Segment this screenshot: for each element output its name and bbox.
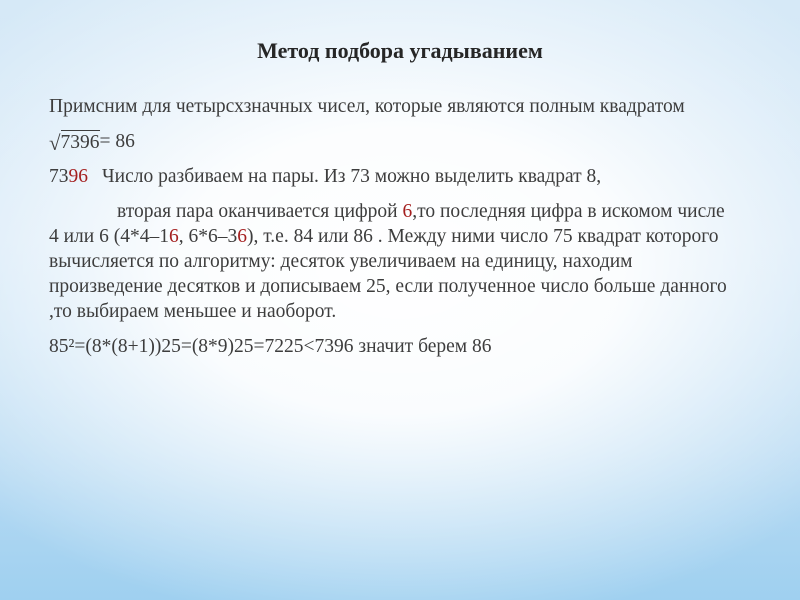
slide-body — [49, 94, 729, 369]
slide-title: Метод подбора угадыванием — [257, 38, 543, 63]
digit-highlight-2: 6 — [168, 226, 179, 247]
sqrt-radicand: 7396 — [60, 132, 100, 153]
digit-highlight-3: 6 — [237, 226, 247, 247]
sqrt-expression — [49, 129, 729, 154]
pairs-line-text: Число разбиваем на пары. Из 73 можно выделить квадрат 8, — [102, 166, 602, 187]
pairs-line — [49, 164, 729, 189]
explanation-part-4: ), т.е. 84 или 86 . Между ними число 75 квадрат которого вычисляется по алгоритму: десяток увеличиваем на единицу, находим произведение десятков и дописываем 25, если полученное число больше данного ,то выбираем меньшее и наоборот. — [49, 226, 727, 322]
explanation-part-3: , 6*6–3 — [178, 226, 238, 247]
explanation-paragraph — [49, 199, 729, 324]
explanation-part-1: вторая пара оканчивается цифрой — [117, 201, 403, 222]
explanation-part-2: ,то последняя цифра в искомом числе 4 или 6 (4*4–1 — [49, 201, 725, 247]
number-first-pair: 73 — [49, 166, 69, 187]
sqrt-result: = 86 — [99, 131, 135, 152]
sqrt-symbol: √ — [49, 131, 61, 155]
final-calculation: 85²=(8*(8+1))25=(8*9)25=7225<7396 значит берем 86 — [49, 336, 492, 357]
intro-paragraph: Примсним для четырсхзначных чисел, которые являются полным квадратом — [49, 96, 685, 117]
last-digit-highlight: 6 — [402, 201, 413, 222]
number-second-pair: 96 — [68, 166, 88, 187]
